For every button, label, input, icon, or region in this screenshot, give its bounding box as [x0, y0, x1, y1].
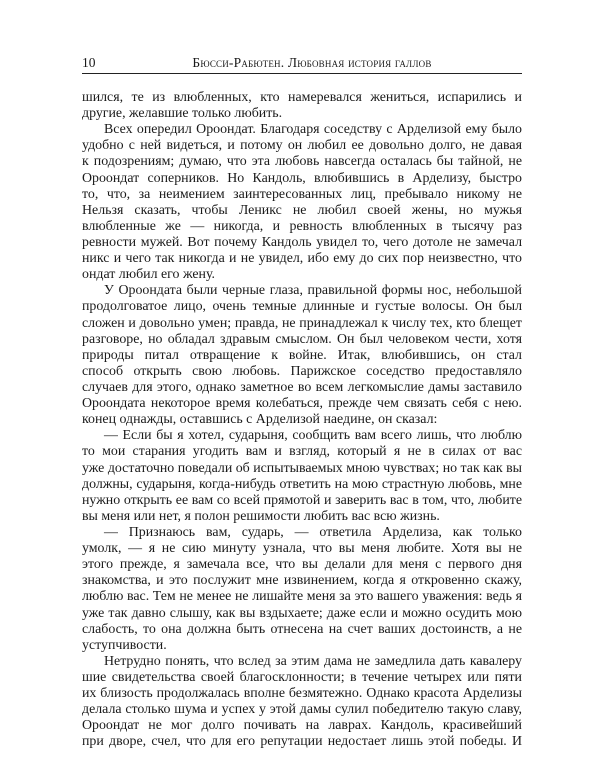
- text-line: шился, те из влюбленных, кто намеревался жениться, испарились и: [82, 90, 522, 105]
- text-line: уступчивости.: [82, 637, 167, 653]
- paragraph: [82, 122, 522, 283]
- text-line: уже достаточно поведали об испытываемых мною чувствах; но так как вы: [82, 460, 522, 476]
- text-line: разговоре, но обладал здравым смыслом. Он был человеком чести, хотя: [82, 331, 522, 347]
- text-line: ондат любил его жену.: [82, 267, 215, 283]
- text-line: слабость, то она должна быть отнесена на счет ваших достоинств, а не: [82, 621, 522, 637]
- text-line: шие свидетельства своей благосклонности; в течение четырех или пяти: [82, 669, 522, 685]
- text-line: уже так давно слышу, как вы вздыхаете; даже если и можно осудить мою: [82, 605, 522, 621]
- text-line: У Ороондата были черные глаза, правильной формы нос, небольшой: [104, 283, 522, 299]
- body-text: [82, 90, 522, 750]
- text-line: Всех опередил Ороондат. Благодаря соседству с Арделизой ему было: [104, 122, 522, 138]
- text-line: влюбленные же — никогда, и ревность влюбленных в тысячу раз: [82, 218, 522, 234]
- text-line: должны, сударыня, когда-нибудь ответить на мою страстную любовь, мне: [82, 476, 522, 492]
- text-line: Ороондата некоторое время колебаться, прежде чем связать себя с нею.: [82, 396, 522, 412]
- text-line: умолк, — я не сию минуту узнала, что вы меня любите. Хотя вы не: [82, 541, 522, 557]
- text-line: то мои старания угодить вам и взгляд, который я не в силах от вас: [82, 444, 522, 460]
- text-line: ревности мужей. Вот почему Кандоль увидел то, чего дотоле не замечал: [82, 234, 522, 250]
- paragraph: [82, 283, 522, 428]
- text-line: люблю вас. Тем не менее не лишайте меня за это вашего уважения: ведь я: [82, 589, 522, 605]
- text-line: случаев для этого, однако заметное во всем легкомыслие дамы заставило: [82, 379, 522, 395]
- text-line: при дворе, счел, что для его репутации недостает лишь этой победы. И: [82, 734, 522, 750]
- text-line: делала столько шума и успех у этой дамы сулил победителю такую славу,: [82, 702, 522, 718]
- paragraph: [82, 428, 522, 525]
- text-line: никс и чего так никогда и не увидел, ибо ему до сих пор неизвестно, что: [82, 251, 522, 267]
- text-line: Нельзя сказать, чтобы Леникс не любил своей жены, но мужья: [82, 202, 522, 218]
- text-line: то, что, за неимением заинтересованных лиц, пребывало никому не: [82, 186, 522, 202]
- text-line: — Если бы я хотел, сударыня, сообщить вам всего лишь, что люблю: [104, 428, 522, 444]
- text-line: знакомства, и это послужит мне извинением, когда я откровенно скажу,: [82, 573, 522, 589]
- text-line: этого прежде, я замечала все, что вы делали для меня с первого дня: [82, 557, 522, 573]
- text-line: другие, желавшие только любить.: [82, 106, 283, 122]
- text-line: — Признаюсь вам, сударь, — ответила Арделиза, как только: [104, 524, 522, 540]
- paragraph: [82, 654, 522, 751]
- text-line: удобно с ней видеться, и потому он любил ее довольно долго, не давая: [82, 138, 522, 154]
- text-line: их близость продолжалась вполне безмятежно. Однако красота Арделизы: [82, 686, 522, 702]
- text-line: природы питал отвращение к войне. Итак, влюбившись, он стал: [82, 347, 522, 363]
- text-line: Ороондат соперников. Но Кандоль, влюбившись в Арделизу, быстро: [82, 170, 522, 186]
- header-rule: [82, 73, 522, 74]
- text-line: способ открыть свою любовь. Парижское соседство предоставляло: [82, 363, 522, 379]
- text-line: нужно открыть ее вам со всей прямотой и заверить вас в том, что, любите: [82, 492, 522, 508]
- text-line: конец однажды, оставшись с Арделизой наедине, он сказал:: [82, 412, 438, 428]
- page-number: 10: [82, 55, 96, 70]
- text-line: Ороондат не мог долго почивать на лаврах. Кандоль, красивейший: [82, 718, 522, 734]
- paragraph: [82, 90, 522, 122]
- text-line: продолговатое лицо, очень темные длинные и густые волосы. Он был: [82, 299, 522, 315]
- text-line: вы меня или нет, я полон решимости любить вас всю жизнь.: [82, 508, 440, 524]
- text-line: Нетрудно понять, что вслед за этим дама не замедлила дать кавалеру: [104, 653, 522, 669]
- paragraph: [82, 525, 522, 654]
- text-line: к подозрениям; думаю, что эта любовь навсегда осталась бы тайной, не: [82, 154, 522, 170]
- page-header: [82, 55, 522, 73]
- running-title: Бюсси-Рабютен. Любовная история галлов: [192, 55, 432, 70]
- text-line: сложен и довольно умен; правда, не принадлежал к числу тех, кто блещет: [82, 315, 522, 331]
